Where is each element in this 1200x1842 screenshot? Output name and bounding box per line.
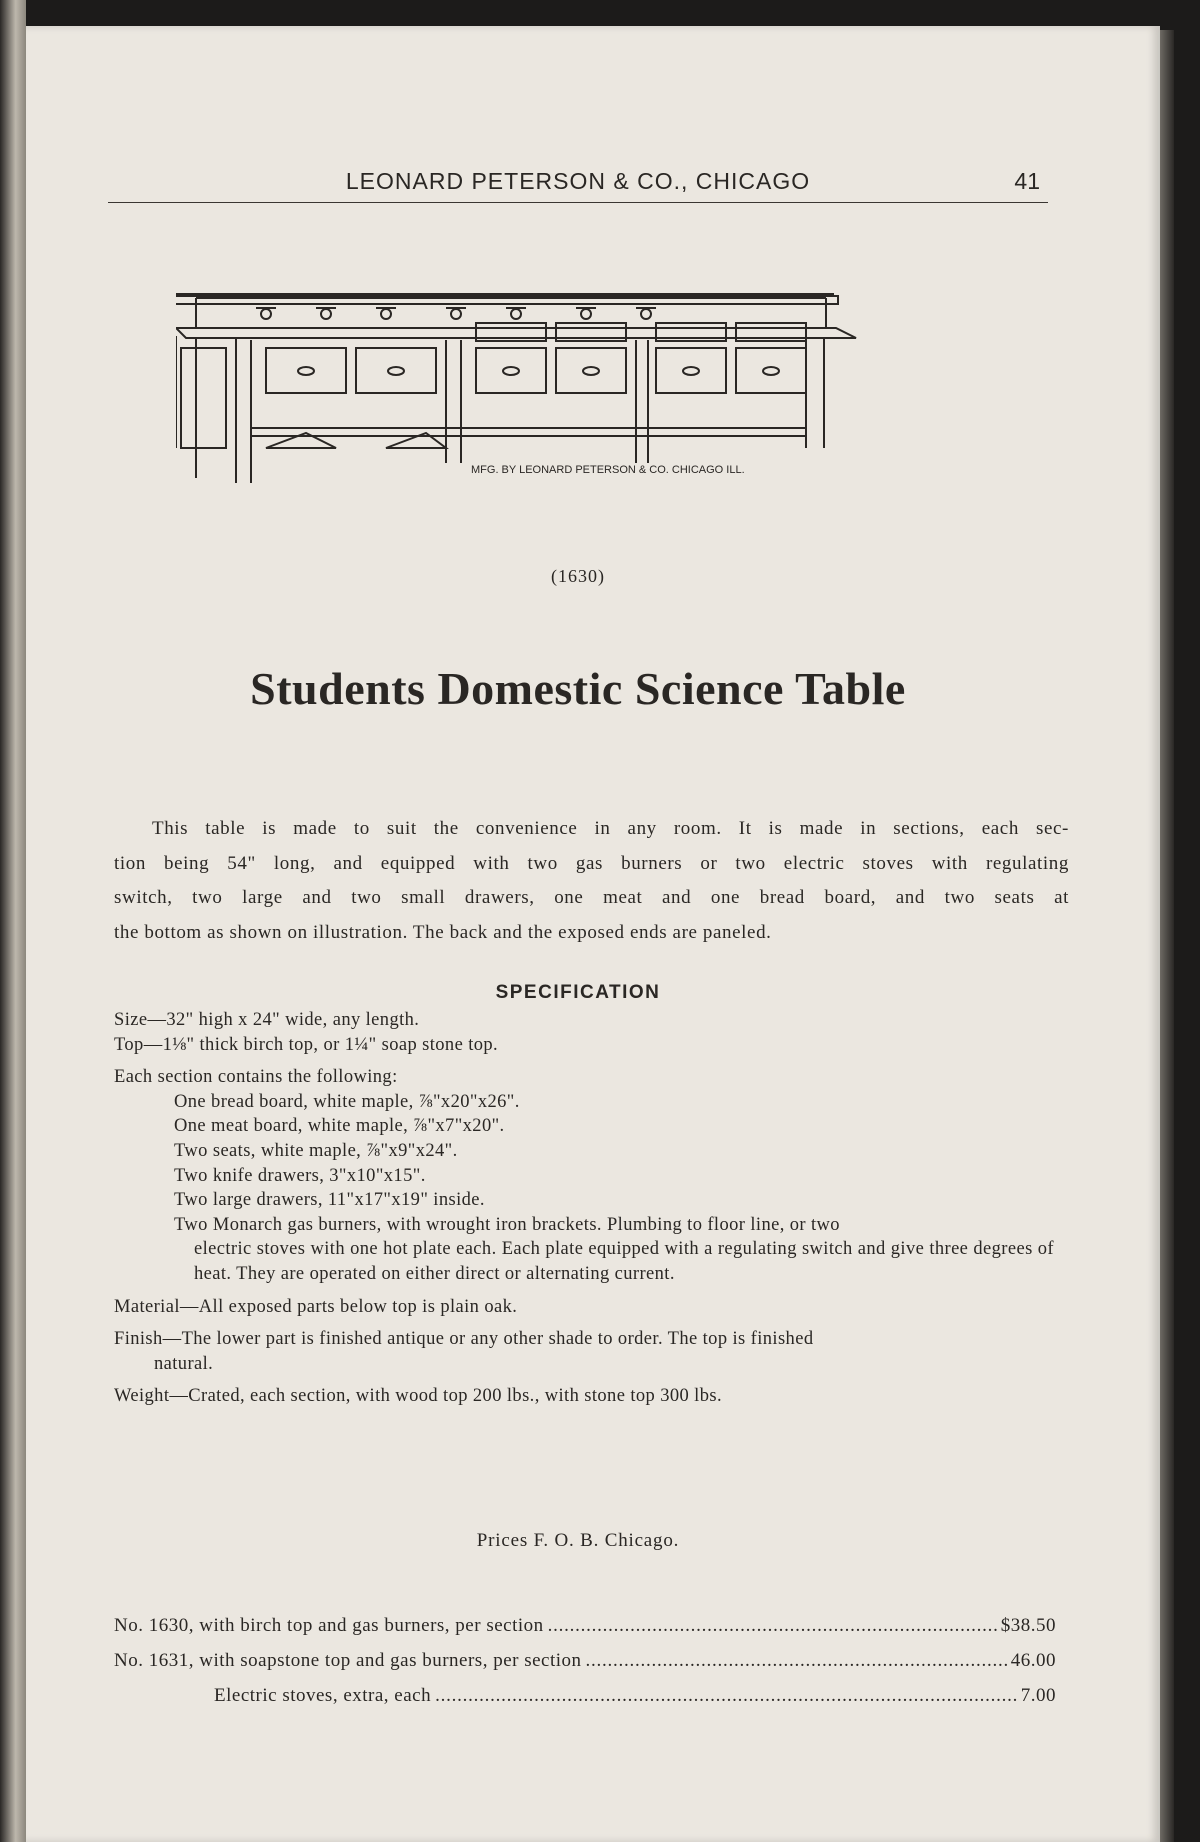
description-line: the bottom as shown on illustration. The back and the exposed ends are paneled. bbox=[114, 921, 772, 943]
spec-top: Top—1⅛" thick birch top, or 1¼" soap stone top. bbox=[114, 1034, 499, 1055]
price-row bbox=[114, 1678, 1056, 1713]
catalog-page bbox=[26, 26, 1160, 1842]
figure-caption: (1630) bbox=[551, 566, 605, 586]
spec-burners: Two Monarch gas burners, with wrought iron brackets. Plumbing to floor line, or two bbox=[174, 1214, 840, 1235]
description-line: tion being 54" long, and equipped with two gas burners or two electric stoves with regulating bbox=[114, 852, 1069, 874]
price-amount: $38.50 bbox=[1000, 1615, 1056, 1636]
gas-burners bbox=[256, 308, 656, 319]
spec-content-item: One meat board, white maple, ⅞"x7"x20". bbox=[174, 1116, 505, 1137]
spec-content-item: Two knife drawers, 3"x10"x15". bbox=[174, 1165, 426, 1186]
price-list bbox=[114, 1608, 1056, 1713]
spec-material: Material—All exposed parts below top is plain oak. bbox=[114, 1296, 518, 1317]
price-amount: 46.00 bbox=[1010, 1650, 1056, 1671]
description-line: switch, two large and two small drawers, one meat and one bread board, and two seats at bbox=[114, 887, 1069, 908]
price-label: No. 1631, with soapstone top and gas burners, per section bbox=[114, 1650, 582, 1671]
spec-burners-continued: electric stoves with one hot plate each. Each plate equipped with a regulating switch and give three degrees of heat. They are operated on either direct or alternating current. bbox=[194, 1239, 1054, 1284]
product-title: Students Domestic Science Table bbox=[250, 663, 906, 714]
facing-page-edge bbox=[0, 0, 26, 1842]
description-line: This table is made to suit the convenience in any room. It is made in sections, each sec- bbox=[152, 818, 1069, 839]
leader-dots bbox=[548, 1608, 997, 1643]
price-row bbox=[114, 1608, 1056, 1643]
spec-finish: Finish—The lower part is finished antique or any other shade to order. The top is finished bbox=[114, 1329, 814, 1350]
price-label: Electric stoves, extra, each bbox=[214, 1685, 432, 1706]
spec-content-item: One bread board, white maple, ⅞"x20"x26". bbox=[174, 1091, 520, 1112]
prices-note: Prices F. O. B. Chicago. bbox=[476, 1530, 680, 1551]
spec-content-item: Two seats, white maple, ⅞"x9"x24". bbox=[174, 1140, 458, 1161]
spec-contents-intro: Each section contains the following: bbox=[114, 1067, 398, 1088]
page-header bbox=[108, 166, 1048, 203]
table-illustration bbox=[176, 288, 981, 573]
book-edge bbox=[1160, 30, 1174, 1842]
description bbox=[114, 812, 1069, 950]
specification-heading: SPECIFICATION bbox=[495, 982, 661, 1003]
spec-weight: Weight—Crated, each section, with wood top 200 lbs., with stone top 300 lbs. bbox=[114, 1386, 722, 1407]
spec-finish-continued: natural. bbox=[154, 1353, 214, 1374]
leader-dots bbox=[435, 1678, 1017, 1713]
spec-size: Size—32" high x 24" wide, any length. bbox=[114, 1010, 420, 1030]
maker-mark: MFG. BY LEONARD PETERSON & CO. CHICAGO ILL. bbox=[471, 464, 745, 476]
running-title: LEONARD PETERSON & CO., CHICAGO bbox=[345, 168, 811, 194]
price-amount: 7.00 bbox=[1020, 1685, 1056, 1706]
spec-content-item: Two large drawers, 11"x17"x19" inside. bbox=[174, 1190, 485, 1211]
leader-dots bbox=[586, 1643, 1007, 1678]
price-row bbox=[114, 1643, 1056, 1678]
page-number: 41 bbox=[1014, 168, 1040, 194]
price-label: No. 1630, with birch top and gas burners, per section bbox=[114, 1615, 544, 1636]
specification-list bbox=[114, 1008, 1054, 1409]
